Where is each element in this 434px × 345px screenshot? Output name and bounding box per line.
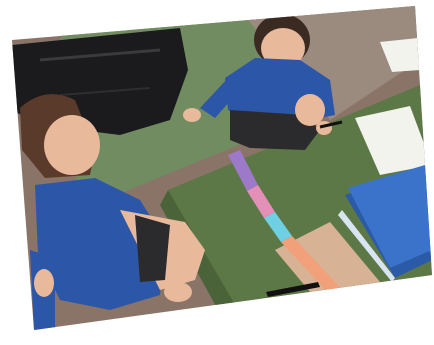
photo-frame xyxy=(0,0,434,345)
classroom-photo xyxy=(0,0,434,345)
